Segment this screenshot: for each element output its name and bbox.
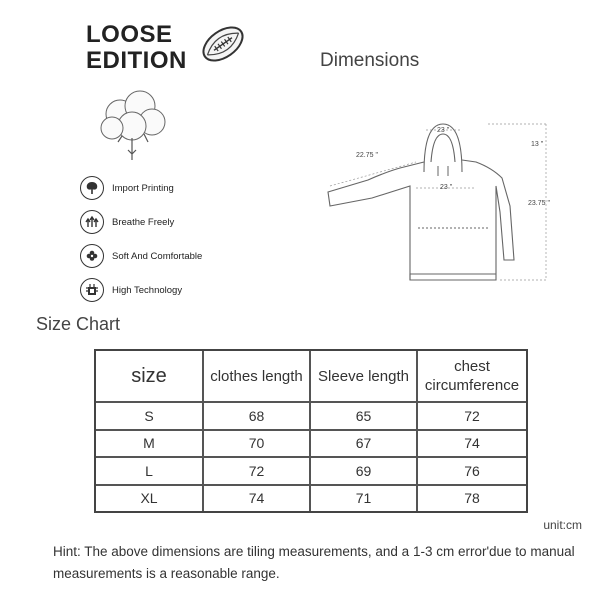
- cell-sleeve-length: 67: [311, 431, 418, 459]
- cell-clothes-length: 68: [204, 403, 311, 431]
- table-row: [96, 458, 526, 486]
- header-chest-circumference: chest circumference: [418, 351, 526, 403]
- dimensions-title: Dimensions: [320, 50, 420, 71]
- table-row: [96, 403, 526, 431]
- cell-sleeve-length: 69: [311, 458, 418, 486]
- hint-text: Hint: The above dimensions are tiling measurements, and a 1-3 cm error'due to manual measurements is a reasonable range.: [53, 544, 575, 581]
- table-row: [96, 486, 526, 512]
- chest-width-label: 23 ": [440, 184, 453, 191]
- size-chart-title: Size Chart: [36, 314, 121, 334]
- feature-high-technology: [80, 277, 182, 303]
- cell-size: L: [96, 458, 204, 486]
- size-chart-table: [94, 349, 528, 513]
- table-row: [96, 431, 526, 459]
- cell-size: M: [96, 431, 204, 459]
- feature-import-printing: [80, 175, 174, 201]
- hood-height-label: 13 ": [531, 141, 544, 148]
- technology-icon: [80, 278, 104, 302]
- hood-width-label: 23 ": [437, 127, 450, 134]
- brand-title: [86, 22, 187, 74]
- body-length-label: 23.75 ": [528, 200, 550, 207]
- cell-chest: 74: [418, 431, 526, 459]
- football-icon: [198, 20, 248, 68]
- cell-chest: 76: [418, 458, 526, 486]
- brand-line-2: EDITION: [86, 47, 187, 74]
- cell-size: S: [96, 403, 204, 431]
- header-size: size: [96, 351, 204, 403]
- feature-breathe-freely: [80, 209, 174, 235]
- brand-line-1: LOOSE: [86, 21, 173, 48]
- cell-chest: 72: [418, 403, 526, 431]
- feature-label: Breathe Freely: [112, 216, 175, 228]
- cell-sleeve-length: 65: [311, 403, 418, 431]
- feature-label: Import Printing: [112, 182, 174, 194]
- sleeve-length-label: 22.75 ": [356, 152, 378, 159]
- cotton-icon: [92, 84, 174, 164]
- cell-sleeve-length: 71: [311, 486, 418, 512]
- breathe-arrows-icon: [80, 210, 104, 234]
- tree-print-icon: [80, 176, 104, 200]
- cell-clothes-length: 72: [204, 458, 311, 486]
- header-sleeve-length: Sleeve length: [311, 351, 418, 403]
- flower-icon: [80, 244, 104, 268]
- table-header-row: [96, 351, 526, 403]
- feature-label: Soft And Comfortable: [112, 250, 203, 262]
- feature-soft-comfortable: [80, 243, 202, 269]
- cell-chest: 78: [464, 490, 480, 507]
- feature-label: High Technology: [112, 284, 183, 296]
- header-clothes-length: clothes length: [204, 351, 311, 403]
- cell-clothes-length: 74: [204, 486, 311, 512]
- cell-size: XL: [96, 486, 204, 512]
- unit-label: unit:cm: [543, 518, 582, 532]
- cell-clothes-length: 70: [204, 431, 311, 459]
